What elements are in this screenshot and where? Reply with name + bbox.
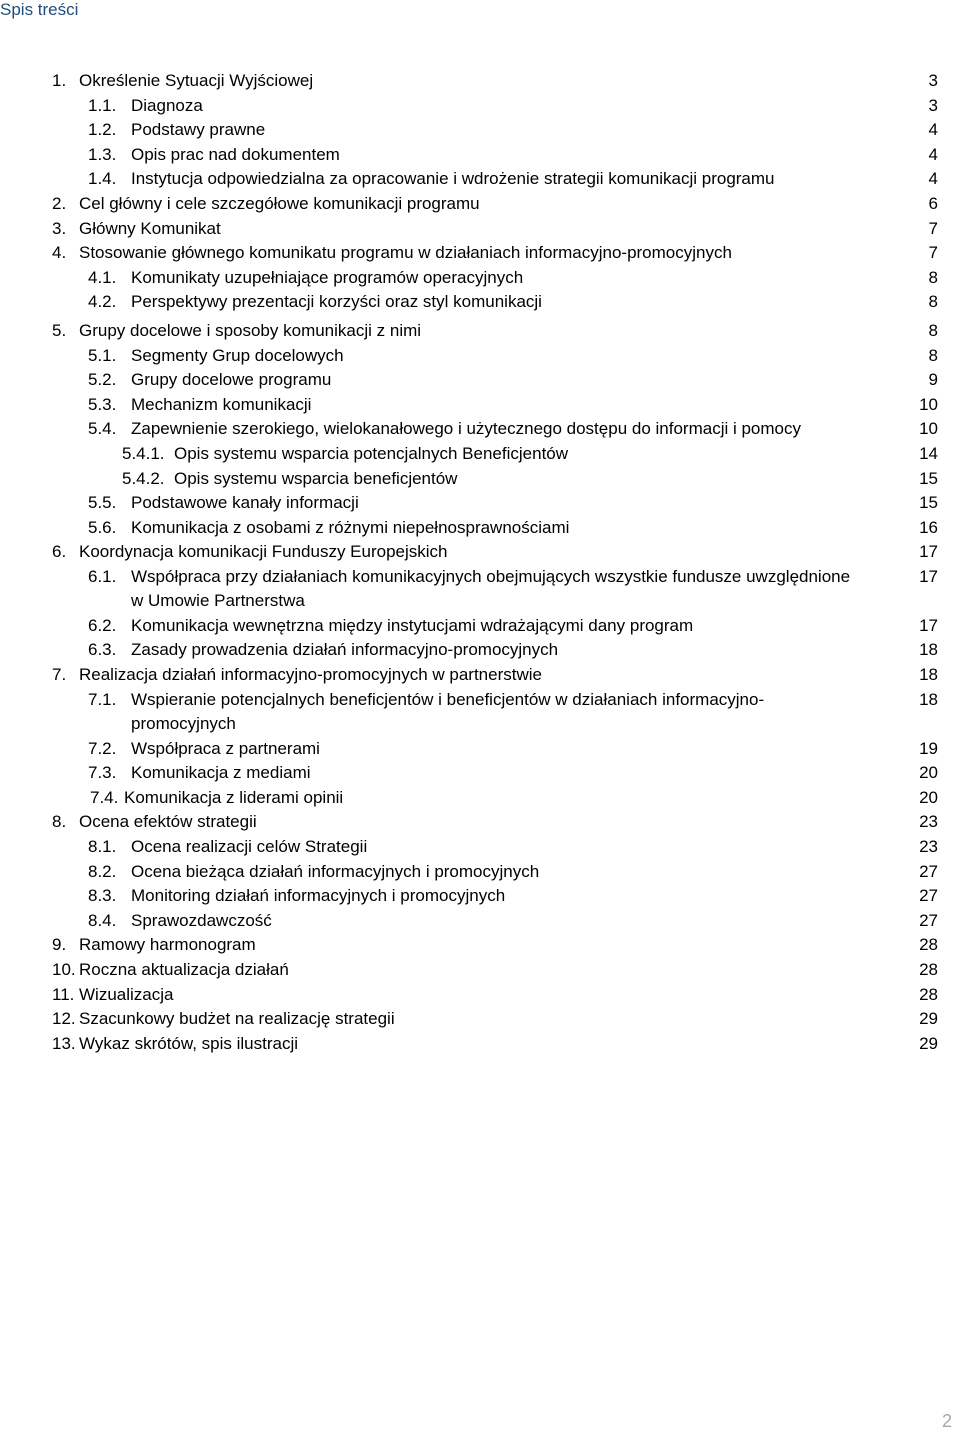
- toc-entry-title: Koordynacja komunikacji Funduszy Europejskich: [79, 542, 448, 562]
- toc-entry-page: 23: [919, 837, 938, 857]
- toc-entry-number: 5.: [52, 320, 67, 340]
- toc-entry-page: 3: [928, 95, 938, 115]
- toc-entry-page: 18: [919, 665, 938, 685]
- toc-entry[interactable]: [0, 810, 960, 835]
- toc-entry-title: Ocena efektów strategii: [79, 812, 257, 832]
- toc-entry-page: 10: [919, 394, 938, 414]
- toc-entry-title: Perspektywy prezentacji korzyści oraz styl komunikacji: [131, 292, 542, 312]
- toc-entry-page: 8: [928, 267, 938, 287]
- toc-entry-number: 1.1.: [88, 95, 117, 115]
- toc-entry-page: 15: [919, 493, 938, 513]
- toc-entry-page: 27: [919, 886, 938, 906]
- table-of-contents: [0, 69, 960, 1056]
- toc-entry-number: 7.: [52, 665, 67, 685]
- toc-entry-number: 1.: [52, 71, 67, 90]
- toc-entry-number: 3.: [52, 218, 67, 238]
- toc-entry-page: 7: [928, 243, 938, 263]
- toc-entry-page: 20: [919, 763, 938, 783]
- toc-entry-page: 9: [928, 370, 938, 390]
- toc-entry-title: Podstawy prawne: [131, 120, 266, 140]
- toc-entry[interactable]: [0, 266, 960, 291]
- toc-entry-number: 4.1.: [88, 267, 117, 287]
- toc-entry[interactable]: [0, 118, 960, 143]
- toc-entry[interactable]: [0, 319, 960, 344]
- toc-entry-title: Cel główny i cele szczegółowe komunikacji programu: [79, 193, 480, 213]
- toc-entry-number: 5.4.1.: [122, 443, 165, 463]
- toc-entry-number: 5.5.: [88, 493, 117, 513]
- toc-entry-page: 10: [919, 419, 938, 439]
- toc-entry-page: 17: [919, 615, 938, 635]
- toc-entry[interactable]: [0, 884, 960, 909]
- toc-entry-title: Opis systemu wsparcia potencjalnych Beneficjentów: [174, 443, 569, 463]
- toc-entry[interactable]: [0, 167, 960, 192]
- toc-entry[interactable]: [0, 761, 960, 786]
- toc-entry-number: 5.6.: [88, 517, 117, 537]
- toc-entry[interactable]: [0, 290, 960, 315]
- toc-entry[interactable]: [0, 192, 960, 217]
- toc-entry-page: 4: [928, 144, 938, 164]
- toc-entry-title: Komunikacja wewnętrzna między instytucjami wdrażającymi dany program: [131, 615, 694, 635]
- toc-entry-page: 28: [919, 960, 938, 979]
- toc-entry-title: Ocena realizacji celów Strategii: [131, 837, 368, 857]
- toc-entry[interactable]: [0, 1007, 960, 1032]
- toc-entry-number: 4.: [52, 243, 67, 263]
- page-number: 2: [941, 1411, 952, 1431]
- toc-entry[interactable]: [0, 663, 960, 688]
- toc-entry-number: 7.3.: [88, 763, 117, 783]
- toc-entry-title: Opis systemu wsparcia beneficjentów: [174, 468, 458, 488]
- toc-entry-page: 17: [919, 566, 938, 586]
- toc-entry[interactable]: [0, 933, 960, 958]
- toc-entry-page: 18: [919, 689, 938, 709]
- toc-entry-number: 11.: [52, 984, 75, 1004]
- toc-entry-page: 17: [919, 542, 938, 562]
- toc-entry-title: Realizacja działań informacyjno-promocyjnych w partnerstwie: [79, 665, 542, 685]
- toc-entry-number: 10.: [52, 960, 76, 979]
- toc-entry-page: 18: [919, 640, 938, 660]
- toc-entry-page: 23: [919, 812, 938, 832]
- toc-entry-title: Wizualizacja: [79, 984, 174, 1004]
- toc-entry[interactable]: [0, 1032, 960, 1057]
- toc-entry-title: Komunikacja z osobami z różnymi niepełnosprawnościami: [131, 517, 570, 537]
- toc-entry[interactable]: [0, 393, 960, 418]
- toc-entry[interactable]: [0, 143, 960, 168]
- toc-entry-title: Mechanizm komunikacji: [131, 394, 312, 414]
- toc-entry[interactable]: [0, 94, 960, 119]
- toc-entry-number: 9.: [52, 935, 67, 955]
- toc-entry-number: 8.1.: [88, 837, 117, 857]
- toc-entry-page: 4: [928, 120, 938, 140]
- toc-entry[interactable]: [0, 860, 960, 885]
- toc-entry[interactable]: [0, 958, 960, 983]
- toc-entry[interactable]: [0, 516, 960, 541]
- toc-entry-title: Podstawowe kanały informacji: [131, 493, 359, 513]
- toc-entry-title: Opis prac nad dokumentem: [131, 144, 340, 164]
- toc-entry-title: Główny Komunikat: [79, 218, 221, 238]
- toc-entry[interactable]: [0, 688, 960, 737]
- toc-entry-page: 27: [919, 861, 938, 881]
- toc-entry[interactable]: [0, 467, 960, 492]
- toc-entry-number: 7.1.: [88, 689, 117, 709]
- toc-entry-number: 6.1.: [88, 566, 117, 586]
- toc-entry[interactable]: [0, 241, 960, 266]
- toc-entry-title: Współpraca przy działaniach komunikacyjnych obejmujących wszystkie fundusze uwzględnione w Umowie Partnerstwa: [131, 566, 851, 610]
- toc-entry-title: Roczna aktualizacja działań: [79, 960, 289, 979]
- toc-entry-title: Ocena bieżąca działań informacyjnych i promocyjnych: [131, 861, 540, 881]
- toc-entry-title: Komunikacja z mediami: [131, 763, 311, 783]
- toc-entry-page: 8: [928, 292, 938, 312]
- toc-entry-title: Wspieranie potencjalnych beneficjentów i beneficjentów w działaniach informacyjno-promocyjnych: [131, 689, 765, 733]
- toc-entry[interactable]: [0, 835, 960, 860]
- toc-entry-number: 7.4.: [90, 787, 119, 807]
- toc-entry-number: 8.3.: [88, 886, 117, 906]
- toc-entry[interactable]: [0, 909, 960, 934]
- toc-entry-title: Określenie Sytuacji Wyjściowej: [79, 71, 314, 90]
- toc-entry-number: 8.: [52, 812, 67, 832]
- toc-entry-title: Grupy docelowe programu: [131, 370, 332, 390]
- toc-entry[interactable]: [0, 540, 960, 565]
- toc-entry-page: 8: [928, 320, 938, 340]
- toc-entry-page: 14: [919, 443, 938, 463]
- toc-entry-page: 4: [928, 169, 938, 189]
- toc-entry-title: Szacunkowy budżet na realizację strategii: [79, 1009, 395, 1029]
- toc-entry-title: Zapewnienie szerokiego, wielokanałowego i użytecznego dostępu do informacji i pomocy: [131, 419, 801, 439]
- toc-entry-page: 28: [919, 984, 938, 1004]
- toc-entry-title: Instytucja odpowiedzialna za opracowanie i wdrożenie strategii komunikacji programu: [131, 169, 775, 189]
- toc-entry[interactable]: [0, 442, 960, 467]
- toc-entry-title: Stosowanie głównego komunikatu programu w działaniach informacyjno-promocyjnych: [79, 243, 732, 263]
- toc-entry-page: 28: [919, 935, 938, 955]
- toc-entry[interactable]: [0, 614, 960, 639]
- toc-entry[interactable]: [0, 737, 960, 762]
- toc-entry-title: Wykaz skrótów, spis ilustracji: [79, 1033, 299, 1053]
- toc-heading: Spis treści: [0, 0, 79, 19]
- toc-entry-number: 8.2.: [88, 861, 117, 881]
- toc-entry-page: 3: [928, 71, 938, 90]
- toc-entry[interactable]: [0, 565, 960, 614]
- toc-entry-page: 29: [919, 1033, 938, 1053]
- toc-entry-title: Segmenty Grup docelowych: [131, 345, 344, 365]
- toc-entry[interactable]: [0, 344, 960, 369]
- toc-entry-number: 6.2.: [88, 615, 117, 635]
- toc-entry[interactable]: [0, 786, 960, 811]
- toc-entry-page: 15: [919, 468, 938, 488]
- toc-entry-number: 6.: [52, 542, 67, 562]
- toc-entry-title: Ramowy harmonogram: [79, 935, 256, 955]
- toc-entry-number: 5.3.: [88, 394, 117, 414]
- toc-entry-number: 2.: [52, 193, 67, 213]
- toc-entry-number: 5.1.: [88, 345, 117, 365]
- toc-entry-title: Monitoring działań informacyjnych i promocyjnych: [131, 886, 506, 906]
- toc-entry-number: 8.4.: [88, 910, 117, 930]
- toc-entry-page: 8: [928, 345, 938, 365]
- toc-entry-number: 4.2.: [88, 292, 117, 312]
- toc-entry-number: 5.4.2.: [122, 468, 165, 488]
- toc-entry-title: Diagnoza: [131, 95, 203, 115]
- toc-entry-page: 19: [919, 738, 938, 758]
- toc-entry[interactable]: [0, 638, 960, 663]
- toc-entry[interactable]: [0, 417, 960, 442]
- toc-entry-title: Grupy docelowe i sposoby komunikacji z nimi: [79, 320, 422, 340]
- toc-entry-title: Komunikaty uzupełniające programów operacyjnych: [131, 267, 524, 287]
- toc-entry[interactable]: [0, 983, 960, 1008]
- toc-entry-number: 13.: [52, 1033, 76, 1053]
- toc-entry-page: 16: [919, 517, 938, 537]
- toc-entry-title: Sprawozdawczość: [131, 910, 272, 930]
- toc-entry-number: 12.: [52, 1009, 76, 1029]
- toc-entry-title: Zasady prowadzenia działań informacyjno-promocyjnych: [131, 640, 559, 660]
- toc-entry[interactable]: [0, 368, 960, 393]
- toc-entry-page: 7: [928, 218, 938, 238]
- toc-entry-page: 27: [919, 910, 938, 930]
- toc-entry-number: 5.4.: [88, 419, 117, 439]
- toc-entry-number: 6.3.: [88, 640, 117, 660]
- toc-entry-number: 1.4.: [88, 169, 117, 189]
- toc-entry-title: Komunikacja z liderami opinii: [124, 787, 344, 807]
- toc-entry-page: 6: [928, 193, 938, 213]
- toc-entry-number: 1.3.: [88, 144, 117, 164]
- toc-entry-title: Współpraca z partnerami: [131, 738, 320, 758]
- toc-entry-page: 20: [919, 787, 938, 807]
- toc-entry[interactable]: [0, 69, 960, 94]
- toc-entry[interactable]: [0, 491, 960, 516]
- toc-entry-number: 1.2.: [88, 120, 117, 140]
- toc-entry-number: 7.2.: [88, 738, 117, 758]
- toc-entry-number: 5.2.: [88, 370, 117, 390]
- toc-entry-page: 29: [919, 1009, 938, 1029]
- toc-entry[interactable]: [0, 217, 960, 242]
